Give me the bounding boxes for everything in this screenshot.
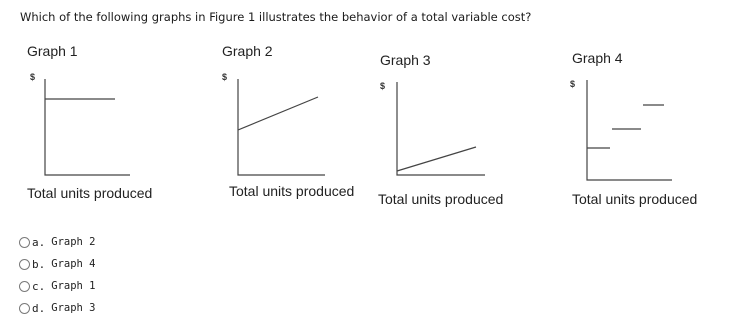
option-b-radio[interactable] — [19, 259, 30, 270]
option-b-letter: b. — [32, 257, 46, 271]
graph-3-xlabel: Total units produced — [378, 191, 504, 207]
option-b[interactable] — [19, 253, 96, 275]
option-a[interactable] — [19, 231, 96, 253]
graph-1-xlabel: Total units produced — [27, 185, 153, 201]
graph-2 — [222, 43, 354, 199]
option-a-label: Graph 2 — [51, 236, 96, 248]
answer-options — [19, 231, 96, 319]
option-d[interactable] — [19, 297, 96, 319]
graph-2-ylabel: $ — [222, 72, 228, 82]
graph-2-axes — [238, 79, 325, 175]
graph-3-cost-line — [397, 147, 476, 171]
option-a-radio[interactable] — [19, 237, 30, 248]
graph-1-axes — [45, 79, 130, 175]
question-text: Which of the following graphs in Figure 1 illustrates the behavior of a total variable cost? — [20, 10, 532, 24]
graph-1 — [27, 43, 152, 201]
option-c-radio[interactable] — [19, 281, 30, 292]
graph-2-cost-line — [238, 97, 318, 130]
graph-4-ylabel: $ — [570, 79, 576, 89]
graph-1-ylabel: $ — [30, 72, 36, 82]
graph-3-axes — [397, 82, 485, 175]
graph-4 — [570, 50, 697, 207]
graph-1-title: Graph 1 — [27, 43, 78, 59]
graph-4-title: Graph 4 — [572, 50, 623, 66]
graph-4-axes — [587, 80, 672, 180]
graph-3-ylabel: $ — [380, 81, 386, 91]
graph-2-title: Graph 2 — [222, 43, 273, 59]
option-c[interactable] — [19, 275, 96, 297]
option-d-letter: d. — [32, 301, 46, 315]
option-c-label: Graph 1 — [51, 280, 96, 292]
option-d-radio[interactable] — [19, 303, 30, 314]
graph-2-xlabel: Total units produced — [229, 183, 355, 199]
option-a-letter: a. — [32, 235, 46, 249]
option-b-label: Graph 4 — [51, 258, 96, 270]
option-c-letter: c. — [32, 279, 46, 293]
graph-3-title: Graph 3 — [380, 52, 431, 68]
graph-3 — [378, 52, 503, 207]
graph-4-xlabel: Total units produced — [572, 191, 698, 207]
option-d-label: Graph 3 — [51, 302, 96, 314]
